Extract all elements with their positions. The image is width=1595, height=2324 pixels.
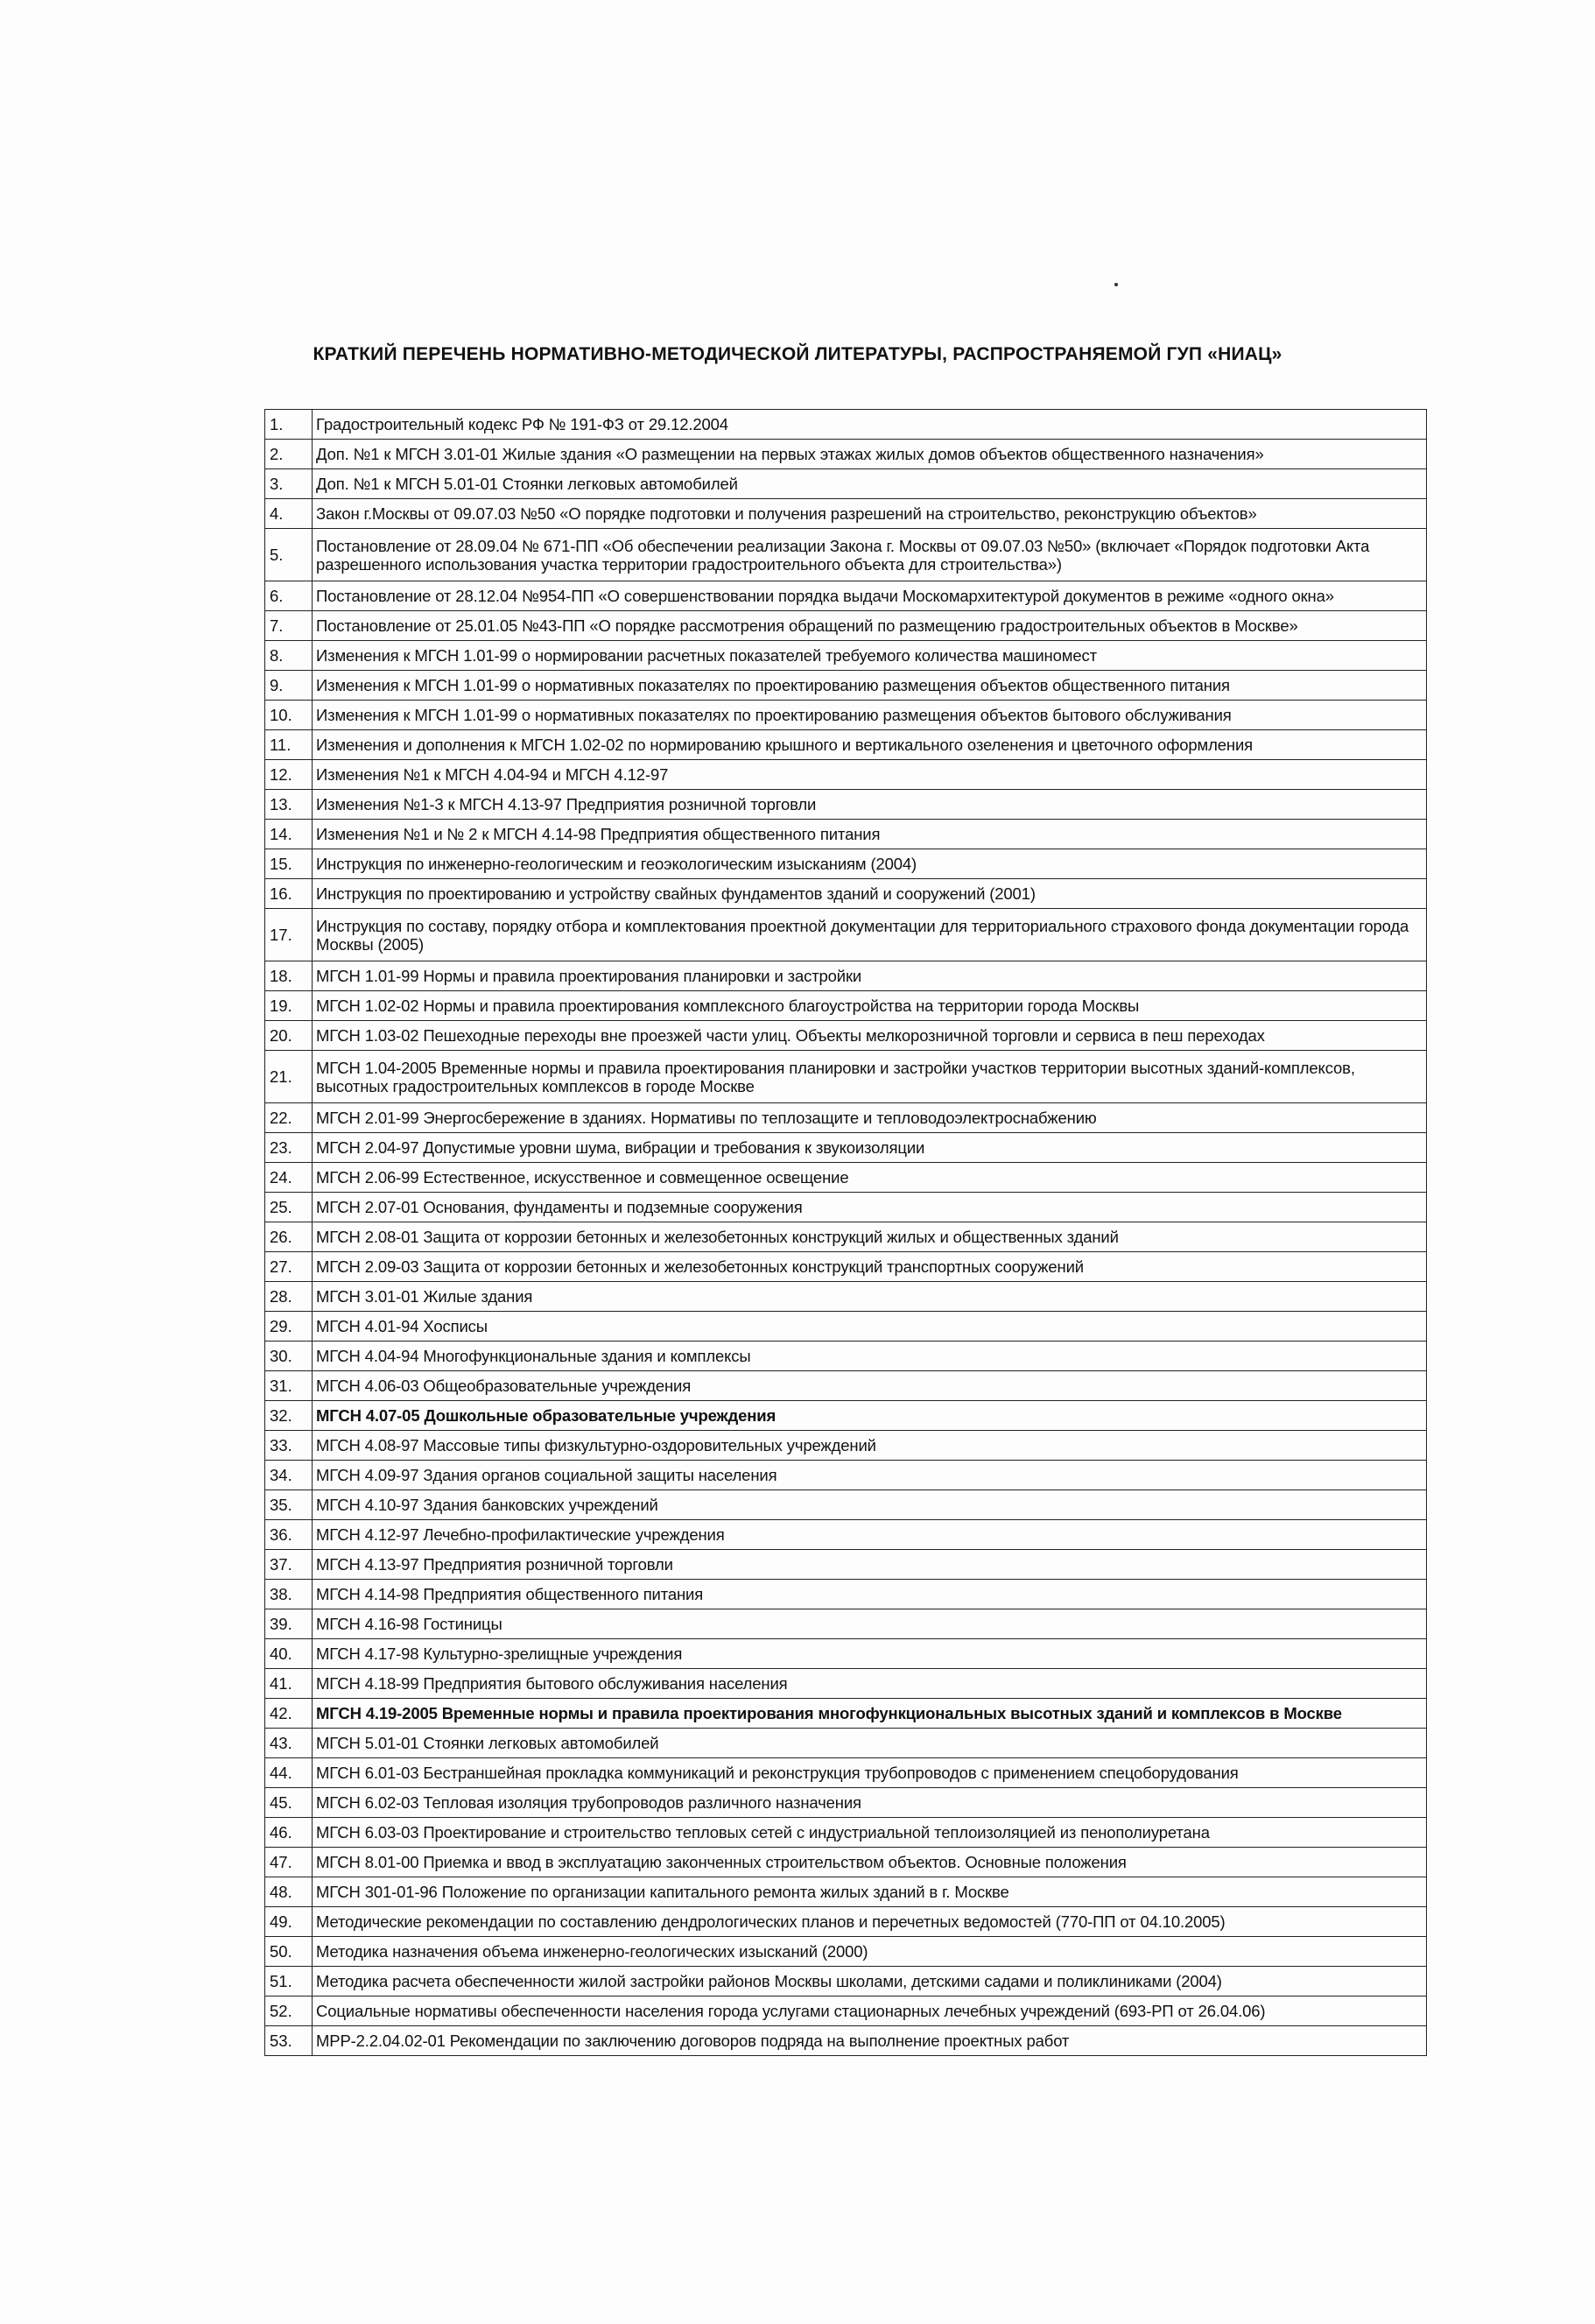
table-row — [265, 1609, 1427, 1639]
row-number: 47. — [265, 1848, 313, 1877]
row-document-name: МГСН 3.01-01 Жилые здания — [313, 1282, 1427, 1312]
table-row — [265, 410, 1427, 440]
table-row — [265, 499, 1427, 529]
row-document-name: Постановление от 28.09.04 № 671-ПП «Об обеспечении реализации Закона г. Москвы от 09.07.03 №50» (включает «Порядок подготовки Акта разрешенного использования участка территории градостроительного объекта для строительства») — [313, 529, 1427, 581]
row-document-name: Методические рекомендации по составлению дендрологических планов и перечетных ведомостей (770-ПП от 04.10.2005) — [313, 1907, 1427, 1937]
row-document-name: МГСН 4.18-99 Предприятия бытового обслуживания населения — [313, 1669, 1427, 1699]
table-row — [265, 1431, 1427, 1461]
row-number: 35. — [265, 1490, 313, 1520]
table-row — [265, 469, 1427, 499]
table-row — [265, 879, 1427, 909]
table-row — [265, 1133, 1427, 1163]
row-number: 2. — [265, 440, 313, 469]
row-number: 10. — [265, 701, 313, 730]
row-document-name: МГСН 8.01-00 Приемка и ввод в эксплуатацию законченных строительством объектов. Основные положения — [313, 1848, 1427, 1877]
table-row — [265, 1967, 1427, 1997]
row-number: 48. — [265, 1877, 313, 1907]
table-row — [265, 1252, 1427, 1282]
row-number: 23. — [265, 1133, 313, 1163]
row-number: 37. — [265, 1550, 313, 1580]
table-row — [265, 1818, 1427, 1848]
table-row — [265, 1758, 1427, 1788]
row-document-name: МГСН 6.03-03 Проектирование и строительство тепловых сетей с индустриальной теплоизоляцией из пенополиуретана — [313, 1818, 1427, 1848]
row-number: 36. — [265, 1520, 313, 1550]
row-document-name: Инструкция по проектированию и устройству свайных фундаментов зданий и сооружений (2001) — [313, 879, 1427, 909]
table-row — [265, 1907, 1427, 1937]
row-number: 33. — [265, 1431, 313, 1461]
table-row — [265, 730, 1427, 760]
row-document-name: Закон г.Москвы от 09.07.03 №50 «О порядке подготовки и получения разрешений на строительство, реконструкцию объектов» — [313, 499, 1427, 529]
row-number: 22. — [265, 1103, 313, 1133]
row-number: 51. — [265, 1967, 313, 1997]
row-document-name: Изменения №1 и № 2 к МГСН 4.14-98 Предприятия общественного питания — [313, 820, 1427, 849]
row-number: 26. — [265, 1222, 313, 1252]
row-number: 11. — [265, 730, 313, 760]
row-document-name: Изменения к МГСН 1.01-99 о нормативных показателях по проектированию размещения объектов общественного питания — [313, 671, 1427, 701]
row-document-name: МГСН 1.01-99 Нормы и правила проектирования планировки и застройки — [313, 961, 1427, 991]
row-document-name: МГСН 4.16-98 Гостиницы — [313, 1609, 1427, 1639]
row-document-name: МРР-2.2.04.02-01 Рекомендации по заключению договоров подряда на выполнение проектных работ — [313, 2026, 1427, 2056]
table-row — [265, 1461, 1427, 1490]
row-document-name: Методика расчета обеспеченности жилой застройки районов Москвы школами, детскими садами и поликлиниками (2004) — [313, 1967, 1427, 1997]
row-document-name: МГСН 4.09-97 Здания органов социальной защиты населения — [313, 1461, 1427, 1490]
table-row — [265, 1669, 1427, 1699]
table-row — [265, 1163, 1427, 1193]
table-row — [265, 1997, 1427, 2026]
row-number: 15. — [265, 849, 313, 879]
table-row — [265, 1312, 1427, 1342]
row-document-name: МГСН 4.14-98 Предприятия общественного питания — [313, 1580, 1427, 1609]
row-number: 40. — [265, 1639, 313, 1669]
table-row — [265, 1103, 1427, 1133]
table-row — [265, 1193, 1427, 1222]
row-document-name: МГСН 4.01-94 Хосписы — [313, 1312, 1427, 1342]
row-number: 50. — [265, 1937, 313, 1967]
table-row — [265, 671, 1427, 701]
row-number: 24. — [265, 1163, 313, 1193]
row-document-name: Изменения №1 к МГСН 4.04-94 и МГСН 4.12-97 — [313, 760, 1427, 790]
scan-speck — [1114, 283, 1118, 286]
row-number: 27. — [265, 1252, 313, 1282]
row-number: 39. — [265, 1609, 313, 1639]
table-row — [265, 1021, 1427, 1051]
table-row — [265, 440, 1427, 469]
table-row — [265, 1788, 1427, 1818]
row-number: 9. — [265, 671, 313, 701]
row-document-name: МГСН 4.19-2005 Временные нормы и правила проектирования многофункциональных высотных зданий и комплексов в Москве — [313, 1699, 1427, 1729]
row-document-name: МГСН 4.06-03 Общеобразовательные учреждения — [313, 1371, 1427, 1401]
row-number: 14. — [265, 820, 313, 849]
table-row — [265, 1937, 1427, 1967]
row-number: 18. — [265, 961, 313, 991]
row-number: 19. — [265, 991, 313, 1021]
table-row — [265, 1282, 1427, 1312]
table-row — [265, 961, 1427, 991]
row-document-name: МГСН 4.10-97 Здания банковских учреждений — [313, 1490, 1427, 1520]
table-row — [265, 820, 1427, 849]
row-number: 4. — [265, 499, 313, 529]
row-document-name: Градостроительный кодекс РФ № 191-ФЗ от 29.12.2004 — [313, 410, 1427, 440]
row-number: 16. — [265, 879, 313, 909]
table-row — [265, 1051, 1427, 1103]
table-row — [265, 1729, 1427, 1758]
row-document-name: МГСН 2.01-99 Энергосбережение в зданиях. Нормативы по теплозащите и тепловодоэлектроснабжению — [313, 1103, 1427, 1133]
row-document-name: МГСН 4.17-98 Культурно-зрелищные учреждения — [313, 1639, 1427, 1669]
row-number: 1. — [265, 410, 313, 440]
row-document-name: Доп. №1 к МГСН 3.01-01 Жилые здания «О размещении на первых этажах жилых домов объектов общественного назначения» — [313, 440, 1427, 469]
table-row — [265, 1580, 1427, 1609]
row-number: 44. — [265, 1758, 313, 1788]
row-document-name: Доп. №1 к МГСН 5.01-01 Стоянки легковых автомобилей — [313, 469, 1427, 499]
row-document-name: МГСН 6.01-03 Бестраншейная прокладка коммуникаций и реконструкция трубопроводов с применением спецоборудования — [313, 1758, 1427, 1788]
table-row — [265, 1639, 1427, 1669]
row-number: 42. — [265, 1699, 313, 1729]
row-number: 46. — [265, 1818, 313, 1848]
row-document-name: Социальные нормативы обеспеченности населения города услугами стационарных лечебных учреждений (693-РП от 26.04.06) — [313, 1997, 1427, 2026]
row-document-name: Изменения к МГСН 1.01-99 о нормативных показателях по проектированию размещения объектов бытового обслуживания — [313, 701, 1427, 730]
row-document-name: МГСН 2.08-01 Защита от коррозии бетонных и железобетонных конструкций жилых и общественных зданий — [313, 1222, 1427, 1252]
row-document-name: МГСН 4.04-94 Многофункциональные здания и комплексы — [313, 1342, 1427, 1371]
row-number: 13. — [265, 790, 313, 820]
row-document-name: МГСН 2.04-97 Допустимые уровни шума, вибрации и требования к звукоизоляции — [313, 1133, 1427, 1163]
row-document-name: Изменения к МГСН 1.01-99 о нормировании расчетных показателей требуемого количества машиномест — [313, 641, 1427, 671]
row-document-name: Постановление от 28.12.04 №954-ПП «О совершенствовании порядка выдачи Москомархитектурой документов в режиме «одного окна» — [313, 581, 1427, 611]
literature-table-body — [265, 410, 1427, 2056]
row-number: 29. — [265, 1312, 313, 1342]
table-row — [265, 701, 1427, 730]
row-number: 12. — [265, 760, 313, 790]
table-row — [265, 581, 1427, 611]
row-number: 8. — [265, 641, 313, 671]
row-document-name: МГСН 2.09-03 Защита от коррозии бетонных и железобетонных конструкций транспортных сооружений — [313, 1252, 1427, 1282]
row-document-name: МГСН 5.01-01 Стоянки легковых автомобилей — [313, 1729, 1427, 1758]
row-number: 49. — [265, 1907, 313, 1937]
row-number: 38. — [265, 1580, 313, 1609]
row-document-name: Изменения №1-3 к МГСН 4.13-97 Предприятия розничной торговли — [313, 790, 1427, 820]
row-document-name: МГСН 6.02-03 Тепловая изоляция трубопроводов различного назначения — [313, 1788, 1427, 1818]
row-document-name: МГСН 2.06-99 Естественное, искусственное и совмещенное освещение — [313, 1163, 1427, 1193]
row-number: 7. — [265, 611, 313, 641]
table-row — [265, 1490, 1427, 1520]
table-row — [265, 529, 1427, 581]
row-document-name: Инструкция по составу, порядку отбора и комплектования проектной документации для территориального страхового фонда документации города Москвы (2005) — [313, 909, 1427, 961]
row-number: 28. — [265, 1282, 313, 1312]
literature-table — [264, 409, 1427, 2056]
row-number: 53. — [265, 2026, 313, 2056]
row-number: 21. — [265, 1051, 313, 1103]
row-number: 43. — [265, 1729, 313, 1758]
document-title: КРАТКИЙ ПЕРЕЧЕНЬ НОРМАТИВНО-МЕТОДИЧЕСКОЙ ЛИТЕРАТУРЫ, РАСПРОСТРАНЯЕМОЙ ГУП «НИАЦ» — [313, 344, 1282, 364]
row-number: 6. — [265, 581, 313, 611]
row-document-name: Методика назначения объема инженерно-геологических изысканий (2000) — [313, 1937, 1427, 1967]
row-document-name: МГСН 4.08-97 Массовые типы физкультурно-оздоровительных учреждений — [313, 1431, 1427, 1461]
table-row — [265, 1222, 1427, 1252]
table-row — [265, 1877, 1427, 1907]
table-row — [265, 1520, 1427, 1550]
row-document-name: МГСН 4.12-97 Лечебно-профилактические учреждения — [313, 1520, 1427, 1550]
table-row — [265, 1342, 1427, 1371]
row-document-name: Изменения и дополнения к МГСН 1.02-02 по нормированию крышного и вертикального озеленения и цветочного оформления — [313, 730, 1427, 760]
table-row — [265, 1401, 1427, 1431]
table-row — [265, 790, 1427, 820]
row-number: 52. — [265, 1997, 313, 2026]
table-row — [265, 760, 1427, 790]
table-row — [265, 611, 1427, 641]
row-document-name: МГСН 301-01-96 Положение по организации капитального ремонта жилых зданий в г. Москве — [313, 1877, 1427, 1907]
row-number: 32. — [265, 1401, 313, 1431]
row-number: 41. — [265, 1669, 313, 1699]
row-document-name: Инструкция по инженерно-геологическим и геоэкологическим изысканиям (2004) — [313, 849, 1427, 879]
row-number: 3. — [265, 469, 313, 499]
table-row — [265, 1550, 1427, 1580]
row-number: 45. — [265, 1788, 313, 1818]
table-row — [265, 849, 1427, 879]
table-row — [265, 1371, 1427, 1401]
table-row — [265, 991, 1427, 1021]
row-number: 17. — [265, 909, 313, 961]
row-number: 25. — [265, 1193, 313, 1222]
row-document-name: МГСН 1.03-02 Пешеходные переходы вне проезжей части улиц. Объекты мелкорозничной торговли и сервиса в пеш переходах — [313, 1021, 1427, 1051]
table-row — [265, 909, 1427, 961]
row-number: 20. — [265, 1021, 313, 1051]
row-number: 31. — [265, 1371, 313, 1401]
row-document-name: МГСН 1.04-2005 Временные нормы и правила проектирования планировки и застройки участков территории высотных зданий-комплексов, высотных градостроительных комплексов в городе Москве — [313, 1051, 1427, 1103]
row-document-name: МГСН 1.02-02 Нормы и правила проектирования комплексного благоустройства на территории города Москвы — [313, 991, 1427, 1021]
row-document-name: МГСН 4.13-97 Предприятия розничной торговли — [313, 1550, 1427, 1580]
row-document-name: Постановление от 25.01.05 №43-ПП «О порядке рассмотрения обращений по размещению градостроительных объектов в Москве» — [313, 611, 1427, 641]
table-row — [265, 2026, 1427, 2056]
row-number: 5. — [265, 529, 313, 581]
table-row — [265, 1848, 1427, 1877]
row-number: 34. — [265, 1461, 313, 1490]
row-document-name: МГСН 4.07-05 Дошкольные образовательные учреждения — [313, 1401, 1427, 1431]
row-number: 30. — [265, 1342, 313, 1371]
row-document-name: МГСН 2.07-01 Основания, фундаменты и подземные сооружения — [313, 1193, 1427, 1222]
table-row — [265, 641, 1427, 671]
table-row — [265, 1699, 1427, 1729]
